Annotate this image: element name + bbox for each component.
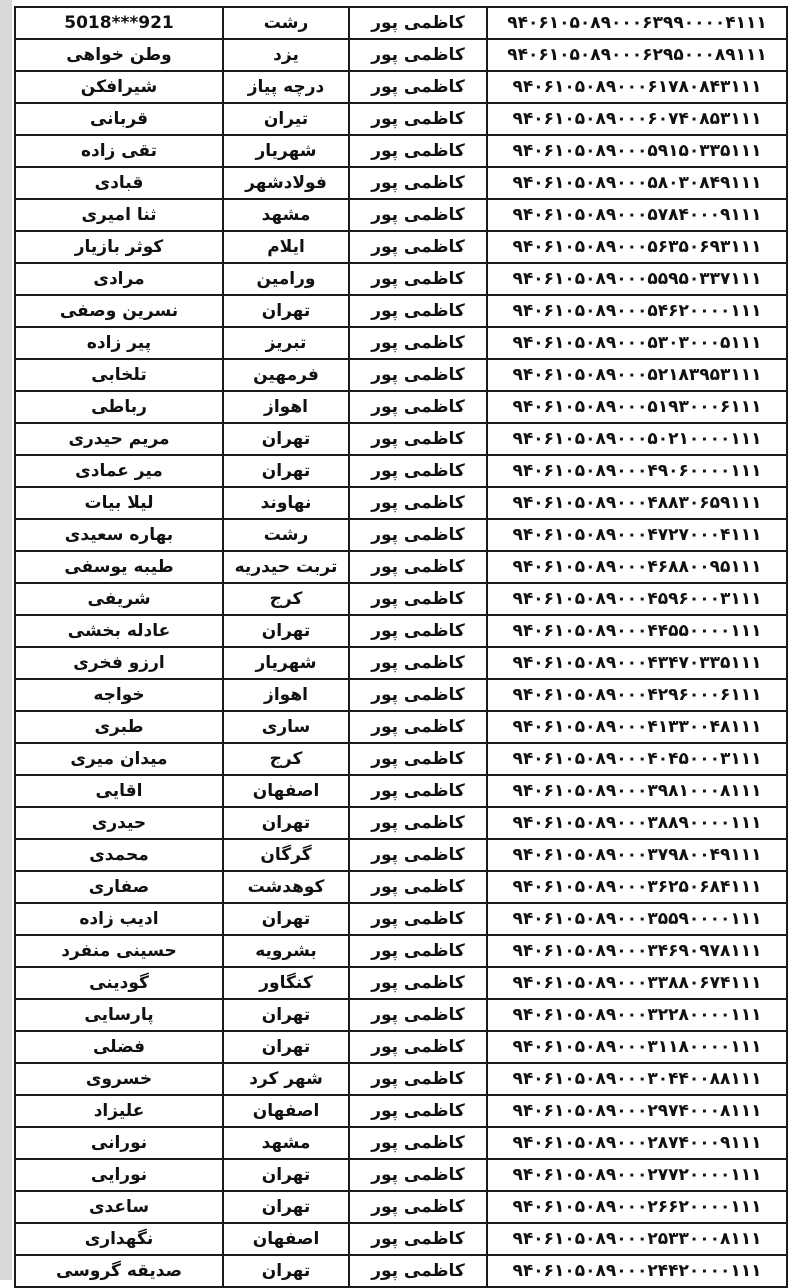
account-code-cell: ۹۴۰۶۱۰۵۰۸۹۰۰۰۴۳۴۷۰۳۳۵۱۱۱ xyxy=(487,647,787,679)
table-row xyxy=(15,231,787,263)
name-cell: ساعدی xyxy=(15,1191,223,1223)
city-cell: مشهد xyxy=(223,199,349,231)
name-cell: عادله بخشی xyxy=(15,615,223,647)
table-row xyxy=(15,103,787,135)
city-cell: اصفهان xyxy=(223,775,349,807)
city-cell: فرمهین xyxy=(223,359,349,391)
account-code-cell: ۹۴۰۶۱۰۵۰۸۹۰۰۰۶۳۹۹۰۰۰۰۴۱۱۱ xyxy=(487,7,787,39)
account-code-cell: ۹۴۰۶۱۰۵۰۸۹۰۰۰۳۸۸۹۰۰۰۰۱۱۱ xyxy=(487,807,787,839)
name-cell: شریفی xyxy=(15,583,223,615)
name-cell: خسروی xyxy=(15,1063,223,1095)
owner-cell: کاظمی پور xyxy=(349,1223,487,1255)
city-cell: گرگان xyxy=(223,839,349,871)
name-cell: نسرین وصفی xyxy=(15,295,223,327)
name-cell: قبادی xyxy=(15,167,223,199)
city-cell: تهران xyxy=(223,903,349,935)
account-code-cell: ۹۴۰۶۱۰۵۰۸۹۰۰۰۵۳۰۳۰۰۰۵۱۱۱ xyxy=(487,327,787,359)
account-code-cell: ۹۴۰۶۱۰۵۰۸۹۰۰۰۳۰۴۴۰۰۸۸۱۱۱ xyxy=(487,1063,787,1095)
name-cell: حسینی منفرد xyxy=(15,935,223,967)
owner-cell: کاظمی پور xyxy=(349,679,487,711)
owner-cell: کاظمی پور xyxy=(349,455,487,487)
owner-cell: کاظمی پور xyxy=(349,647,487,679)
table-row xyxy=(15,839,787,871)
table-row xyxy=(15,1031,787,1063)
account-code-cell: ۹۴۰۶۱۰۵۰۸۹۰۰۰۵۰۲۱۰۰۰۰۱۱۱ xyxy=(487,423,787,455)
city-cell: ورامین xyxy=(223,263,349,295)
table-row xyxy=(15,487,787,519)
owner-cell: کاظمی پور xyxy=(349,1191,487,1223)
owner-cell: کاظمی پور xyxy=(349,295,487,327)
account-code-cell: ۹۴۰۶۱۰۵۰۸۹۰۰۰۴۶۸۸۰۰۹۵۱۱۱ xyxy=(487,551,787,583)
account-code-cell: ۹۴۰۶۱۰۵۰۸۹۰۰۰۳۷۹۸۰۰۴۹۱۱۱ xyxy=(487,839,787,871)
owner-cell: کاظمی پور xyxy=(349,135,487,167)
owner-cell: کاظمی پور xyxy=(349,1063,487,1095)
table-row xyxy=(15,295,787,327)
table-row xyxy=(15,167,787,199)
account-code-cell: ۹۴۰۶۱۰۵۰۸۹۰۰۰۴۱۳۳۰۰۴۸۱۱۱ xyxy=(487,711,787,743)
table-row xyxy=(15,199,787,231)
table-row xyxy=(15,935,787,967)
account-code-cell: ۹۴۰۶۱۰۵۰۸۹۰۰۰۲۶۶۲۰۰۰۰۱۱۱ xyxy=(487,1191,787,1223)
account-code-cell: ۹۴۰۶۱۰۵۰۸۹۰۰۰۶۰۷۴۰۸۵۳۱۱۱ xyxy=(487,103,787,135)
table-row xyxy=(15,903,787,935)
account-code-cell: ۹۴۰۶۱۰۵۰۸۹۰۰۰۳۲۲۸۰۰۰۰۱۱۱ xyxy=(487,999,787,1031)
owner-cell: کاظمی پور xyxy=(349,71,487,103)
account-code-cell: ۹۴۰۶۱۰۵۰۸۹۰۰۰۳۵۵۹۰۰۰۰۱۱۱ xyxy=(487,903,787,935)
name-cell: محمدی xyxy=(15,839,223,871)
city-cell: شهریار xyxy=(223,647,349,679)
owner-cell: کاظمی پور xyxy=(349,7,487,39)
name-cell: ادیب زاده xyxy=(15,903,223,935)
name-cell: قربانی xyxy=(15,103,223,135)
owner-cell: کاظمی پور xyxy=(349,903,487,935)
account-code-cell: ۹۴۰۶۱۰۵۰۸۹۰۰۰۵۴۶۲۰۰۰۰۱۱۱ xyxy=(487,295,787,327)
table-row xyxy=(15,391,787,423)
city-cell: تهران xyxy=(223,295,349,327)
city-cell: کرج xyxy=(223,583,349,615)
city-cell: شهریار xyxy=(223,135,349,167)
document-page xyxy=(14,6,788,1281)
table-row xyxy=(15,1063,787,1095)
owner-cell: کاظمی پور xyxy=(349,551,487,583)
account-code-cell: ۹۴۰۶۱۰۵۰۸۹۰۰۰۲۷۷۲۰۰۰۰۱۱۱ xyxy=(487,1159,787,1191)
owner-cell: کاظمی پور xyxy=(349,1095,487,1127)
account-code-cell: ۹۴۰۶۱۰۵۰۸۹۰۰۰۴۸۸۳۰۶۵۹۱۱۱ xyxy=(487,487,787,519)
city-cell: شهر کرد xyxy=(223,1063,349,1095)
owner-cell: کاظمی پور xyxy=(349,423,487,455)
name-cell: اقایی xyxy=(15,775,223,807)
name-cell: نورانی xyxy=(15,1127,223,1159)
city-cell: اهواز xyxy=(223,391,349,423)
table-row xyxy=(15,263,787,295)
account-code-cell: ۹۴۰۶۱۰۵۰۸۹۰۰۰۴۷۲۷۰۰۰۴۱۱۱ xyxy=(487,519,787,551)
table-row xyxy=(15,647,787,679)
account-code-cell: ۹۴۰۶۱۰۵۰۸۹۰۰۰۵۱۹۳۰۰۰۶۱۱۱ xyxy=(487,391,787,423)
name-cell: بهاره سعیدی xyxy=(15,519,223,551)
city-cell: تهران xyxy=(223,999,349,1031)
account-code-cell: ۹۴۰۶۱۰۵۰۸۹۰۰۰۲۹۷۴۰۰۰۸۱۱۱ xyxy=(487,1095,787,1127)
table-row xyxy=(15,711,787,743)
table-row xyxy=(15,1191,787,1223)
city-cell: تبریز xyxy=(223,327,349,359)
table-row xyxy=(15,423,787,455)
table-row xyxy=(15,135,787,167)
city-cell: ایلام xyxy=(223,231,349,263)
city-cell: رشت xyxy=(223,519,349,551)
name-cell: طیبه یوسفی xyxy=(15,551,223,583)
owner-cell: کاظمی پور xyxy=(349,711,487,743)
name-cell: تقی زاده xyxy=(15,135,223,167)
city-cell: تهران xyxy=(223,1031,349,1063)
owner-cell: کاظمی پور xyxy=(349,871,487,903)
owner-cell: کاظمی پور xyxy=(349,359,487,391)
city-cell: یزد xyxy=(223,39,349,71)
account-code-cell: ۹۴۰۶۱۰۵۰۸۹۰۰۰۶۲۹۵۰۰۰۸۹۱۱۱ xyxy=(487,39,787,71)
table-row xyxy=(15,39,787,71)
owner-cell: کاظمی پور xyxy=(349,999,487,1031)
account-code-cell: ۹۴۰۶۱۰۵۰۸۹۰۰۰۳۹۸۱۰۰۰۸۱۱۱ xyxy=(487,775,787,807)
table-row xyxy=(15,679,787,711)
owner-cell: کاظمی پور xyxy=(349,1127,487,1159)
table-row xyxy=(15,1159,787,1191)
name-cell: حیدری xyxy=(15,807,223,839)
name-cell: صفاری xyxy=(15,871,223,903)
owner-cell: کاظمی پور xyxy=(349,391,487,423)
account-code-cell: ۹۴۰۶۱۰۵۰۸۹۰۰۰۲۵۳۳۰۰۰۸۱۱۱ xyxy=(487,1223,787,1255)
city-cell: کرج xyxy=(223,743,349,775)
account-code-cell: ۹۴۰۶۱۰۵۰۸۹۰۰۰۵۲۱۸۳۹۵۳۱۱۱ xyxy=(487,359,787,391)
table-row xyxy=(15,583,787,615)
table-row xyxy=(15,359,787,391)
name-cell: مرادی xyxy=(15,263,223,295)
table-row xyxy=(15,999,787,1031)
owner-cell: کاظمی پور xyxy=(349,519,487,551)
city-cell: ساری xyxy=(223,711,349,743)
account-code-cell: ۹۴۰۶۱۰۵۰۸۹۰۰۰۳۳۸۸۰۶۷۴۱۱۱ xyxy=(487,967,787,999)
account-code-cell: ۹۴۰۶۱۰۵۰۸۹۰۰۰۵۹۱۵۰۳۳۵۱۱۱ xyxy=(487,135,787,167)
city-cell: تهران xyxy=(223,1255,349,1287)
table-row xyxy=(15,967,787,999)
city-cell: تهران xyxy=(223,1191,349,1223)
table-row xyxy=(15,1223,787,1255)
left-edge-strip xyxy=(0,0,12,1280)
owner-cell: کاظمی پور xyxy=(349,967,487,999)
table-row xyxy=(15,1127,787,1159)
owner-cell: کاظمی پور xyxy=(349,39,487,71)
account-code-cell: ۹۴۰۶۱۰۵۰۸۹۰۰۰۴۹۰۶۰۰۰۰۱۱۱ xyxy=(487,455,787,487)
name-cell: نگهداری xyxy=(15,1223,223,1255)
owner-cell: کاظمی پور xyxy=(349,743,487,775)
owner-cell: کاظمی پور xyxy=(349,1255,487,1287)
city-cell: تهران xyxy=(223,807,349,839)
city-cell: اصفهان xyxy=(223,1095,349,1127)
table-row xyxy=(15,71,787,103)
account-code-cell: ۹۴۰۶۱۰۵۰۸۹۰۰۰۴۰۴۵۰۰۰۳۱۱۱ xyxy=(487,743,787,775)
city-cell: تربت حیدریه xyxy=(223,551,349,583)
owner-cell: کاظمی پور xyxy=(349,839,487,871)
table-row xyxy=(15,327,787,359)
owner-cell: کاظمی پور xyxy=(349,487,487,519)
owner-cell: کاظمی پور xyxy=(349,263,487,295)
owner-cell: کاظمی پور xyxy=(349,775,487,807)
name-cell: میر عمادی xyxy=(15,455,223,487)
owner-cell: کاظمی پور xyxy=(349,199,487,231)
account-code-cell: ۹۴۰۶۱۰۵۰۸۹۰۰۰۴۴۵۵۰۰۰۰۱۱۱ xyxy=(487,615,787,647)
owner-cell: کاظمی پور xyxy=(349,1159,487,1191)
table-row xyxy=(15,519,787,551)
name-cell: پیر زاده xyxy=(15,327,223,359)
table-row xyxy=(15,7,787,39)
owner-cell: کاظمی پور xyxy=(349,583,487,615)
city-cell: رشت xyxy=(223,7,349,39)
account-code-cell: ۹۴۰۶۱۰۵۰۸۹۰۰۰۵۵۹۵۰۳۳۷۱۱۱ xyxy=(487,263,787,295)
account-code-cell: ۹۴۰۶۱۰۵۰۸۹۰۰۰۳۶۲۵۰۶۸۴۱۱۱ xyxy=(487,871,787,903)
city-cell: تیران xyxy=(223,103,349,135)
name-cell: لیلا بیات xyxy=(15,487,223,519)
owner-cell: کاظمی پور xyxy=(349,935,487,967)
name-cell: رباطی xyxy=(15,391,223,423)
city-cell: فولادشهر xyxy=(223,167,349,199)
city-cell: نهاوند xyxy=(223,487,349,519)
name-cell: ثنا امیری xyxy=(15,199,223,231)
owner-cell: کاظمی پور xyxy=(349,1031,487,1063)
table-row xyxy=(15,1255,787,1287)
name-cell: علیزاد xyxy=(15,1095,223,1127)
city-cell: مشهد xyxy=(223,1127,349,1159)
account-code-cell: ۹۴۰۶۱۰۵۰۸۹۰۰۰۳۱۱۸۰۰۰۰۱۱۱ xyxy=(487,1031,787,1063)
city-cell: کوهدشت xyxy=(223,871,349,903)
account-code-cell: ۹۴۰۶۱۰۵۰۸۹۰۰۰۵۸۰۳۰۸۴۹۱۱۱ xyxy=(487,167,787,199)
name-cell: گودینی xyxy=(15,967,223,999)
city-cell: تهران xyxy=(223,423,349,455)
name-cell: 921***5018 xyxy=(15,7,223,39)
table-row xyxy=(15,743,787,775)
city-cell: تهران xyxy=(223,615,349,647)
account-code-cell: ۹۴۰۶۱۰۵۰۸۹۰۰۰۲۴۴۲۰۰۰۰۱۱۱ xyxy=(487,1255,787,1287)
table-row xyxy=(15,807,787,839)
owner-cell: کاظمی پور xyxy=(349,615,487,647)
name-cell: صدیقه گروسی xyxy=(15,1255,223,1287)
records-table-body xyxy=(15,7,787,1287)
name-cell: ارزو فخری xyxy=(15,647,223,679)
table-row xyxy=(15,615,787,647)
city-cell: تهران xyxy=(223,1159,349,1191)
city-cell: درچه پیاز xyxy=(223,71,349,103)
name-cell: کوثر بازیار xyxy=(15,231,223,263)
name-cell: نورایی xyxy=(15,1159,223,1191)
owner-cell: کاظمی پور xyxy=(349,167,487,199)
name-cell: مریم حیدری xyxy=(15,423,223,455)
account-code-cell: ۹۴۰۶۱۰۵۰۸۹۰۰۰۶۱۷۸۰۸۴۳۱۱۱ xyxy=(487,71,787,103)
table-row xyxy=(15,775,787,807)
table-row xyxy=(15,1095,787,1127)
name-cell: پارسایی xyxy=(15,999,223,1031)
city-cell: اصفهان xyxy=(223,1223,349,1255)
table-row xyxy=(15,455,787,487)
account-code-cell: ۹۴۰۶۱۰۵۰۸۹۰۰۰۲۸۷۴۰۰۰۹۱۱۱ xyxy=(487,1127,787,1159)
name-cell: طبری xyxy=(15,711,223,743)
owner-cell: کاظمی پور xyxy=(349,327,487,359)
account-code-cell: ۹۴۰۶۱۰۵۰۸۹۰۰۰۴۵۹۶۰۰۰۳۱۱۱ xyxy=(487,583,787,615)
city-cell: تهران xyxy=(223,455,349,487)
account-code-cell: ۹۴۰۶۱۰۵۰۸۹۰۰۰۵۷۸۴۰۰۰۹۱۱۱ xyxy=(487,199,787,231)
account-code-cell: ۹۴۰۶۱۰۵۰۸۹۰۰۰۵۶۳۵۰۶۹۳۱۱۱ xyxy=(487,231,787,263)
name-cell: وطن خواهی xyxy=(15,39,223,71)
city-cell: کنگاور xyxy=(223,967,349,999)
name-cell: میدان میری xyxy=(15,743,223,775)
owner-cell: کاظمی پور xyxy=(349,231,487,263)
city-cell: اهواز xyxy=(223,679,349,711)
table-row xyxy=(15,871,787,903)
table-row xyxy=(15,551,787,583)
name-cell: خواجه xyxy=(15,679,223,711)
name-cell: فضلی xyxy=(15,1031,223,1063)
name-cell: شیرافکن xyxy=(15,71,223,103)
city-cell: بشرویه xyxy=(223,935,349,967)
name-cell: تلخابی xyxy=(15,359,223,391)
account-code-cell: ۹۴۰۶۱۰۵۰۸۹۰۰۰۳۴۶۹۰۹۷۸۱۱۱ xyxy=(487,935,787,967)
owner-cell: کاظمی پور xyxy=(349,103,487,135)
records-table xyxy=(14,6,788,1288)
owner-cell: کاظمی پور xyxy=(349,807,487,839)
account-code-cell: ۹۴۰۶۱۰۵۰۸۹۰۰۰۴۲۹۶۰۰۰۶۱۱۱ xyxy=(487,679,787,711)
